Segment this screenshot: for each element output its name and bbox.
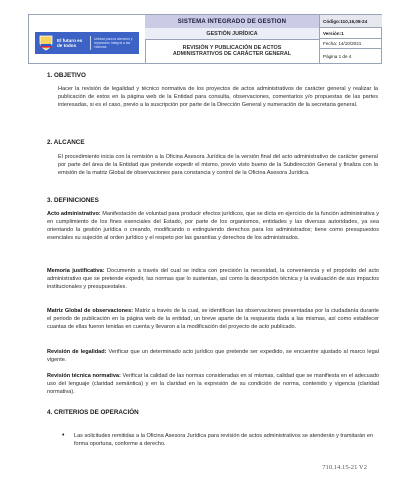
section-title-definiciones: 3. DEFINICIONES xyxy=(47,197,99,204)
bullet-marker: • xyxy=(62,432,65,439)
doc-code: Código:110,16,08-24 xyxy=(320,15,382,28)
doc-version: Versión:1 xyxy=(320,28,382,39)
section-title-alcance: 2. ALCANCE xyxy=(47,139,85,146)
definition-text: Verificar la calidad de las normas consideradas en sí mismas, calidad que se manifiesta en el adecuado uso del lenguaje (claridad semántica) y en la claridad en la expresión de su condición de norma, contenido y vigencia (claridad normativa). xyxy=(47,373,379,396)
section-text-objetivo: Hacer la revisión de legalidad y técnico normativa de los proyectos de actos administrativos de carácter general y realizar la publicación de estos en la página web de la Entidad para consulta, observaciones, comentarios y/o propuestas de las partes interesadas, si es el caso, previo a la suscripción por parte de la Dirección General y numeración de la secretaria general. xyxy=(58,86,378,109)
doc-meta xyxy=(319,15,382,63)
definition-term: Acto administrativo: xyxy=(47,211,101,217)
definition-text: Manifestación de voluntad para producir efectos jurídicos, que se dicta en ejercicio de la función administrativa y en cumplimiento de los fines esenciales del Estado, por parte de los organismos, entidades y las diversas autoridades, ya sea orientando la gestión jurídica o creando, modificando o extinguiendo derechos para los administrados; tiene como presupuestos esenciales su sujeción al orden jurídico y el respeto por las garantías y derechos de los administrados. xyxy=(47,211,379,242)
definition-text: Matriz a través de la cual, se identifican las observaciones presentadas por la ciudadanía durante el periodo de publicación en la página web de la entidad, un breve aparte de la respuesta dada a las mismas, así como establecer cuantas de ellas fueron tenidas en cuenta y llevaron a la modificación del proyecto de acto publicado. xyxy=(47,308,379,331)
definition-term: Revisión de legalidad: xyxy=(47,349,107,355)
logo-divider xyxy=(90,36,91,50)
criterio-bullet-text: Las solicitudes remitidas a la Oficina Asesora Jurídica para revisión de actos administrativos se atenderán y tramitarán en forma oportuna, conforme a derecho. xyxy=(74,433,374,448)
logo-entity-name: Unidad para la atención y reparación integral a las víctimas xyxy=(94,37,133,49)
definition-revision-legalidad xyxy=(47,348,379,364)
area-name: GESTIÓN JURÍDICA xyxy=(206,30,258,37)
system-title-cell xyxy=(145,15,319,29)
definition-matriz-global xyxy=(47,307,379,331)
definition-term: Memoria justificativa: xyxy=(47,268,105,274)
doc-title-line2: ADMINISTRATIVOS DE CARÁCTER GENERAL xyxy=(172,51,292,57)
section-title-criterios: 4. CRITERIOS DE OPERACIÓN xyxy=(47,409,139,416)
definition-memoria-justificativa xyxy=(47,267,379,291)
definition-term: Matriz Global de observaciones: xyxy=(47,308,134,314)
entity-logo xyxy=(35,32,139,54)
definition-text: Verificar que un determinado acto jurídico que pretende ser expedido, se encuentre ajustado al marco legal vigente. xyxy=(47,349,379,364)
section-text-alcance: El procedimiento inicia con la remisión a la Oficina Asesora Jurídica de la versión final del acto administrativo de carácter general por parte del área de la Entidad que pretende expedir el mismo, previo visto bueno de la Subdirección General y finaliza con la emisión de la matriz Global de observaciones para constancia y control de la Oficina Asesora Jurídica. xyxy=(58,154,378,177)
doc-title-line1: REVISIÓN Y PUBLICACIÓN DE ACTOS xyxy=(182,44,282,51)
definition-acto-administrativo xyxy=(47,210,379,242)
footer-code: 710.14.15-21 V2 xyxy=(322,464,367,471)
definition-text: Documento a través del cual se indica con precisión la necesidad, la conveniencia y el propósito del acto administrativo que se pretende expedir, las normas que lo sustentan, así como la descripción técnica y la evaluación de sus impactos institucionales y presupuestales. xyxy=(47,268,379,291)
page-number: Página 1 de 4 xyxy=(323,53,352,59)
section-title-objetivo: 1. OBJETIVO xyxy=(47,72,86,79)
system-title: SISTEMA INTEGRADO DE GESTION xyxy=(177,18,287,25)
definition-term: Revisión técnica normativa: xyxy=(47,373,121,379)
logo-cell xyxy=(29,15,146,63)
document-header xyxy=(28,14,382,64)
logo-slogan: El futuro es de todos xyxy=(57,38,83,48)
coat-of-arms-icon xyxy=(39,35,53,51)
definition-revision-tecnica xyxy=(47,372,379,396)
doc-date: Fecha: 14/10/2021 xyxy=(320,39,382,49)
doc-title-cell xyxy=(145,39,319,63)
